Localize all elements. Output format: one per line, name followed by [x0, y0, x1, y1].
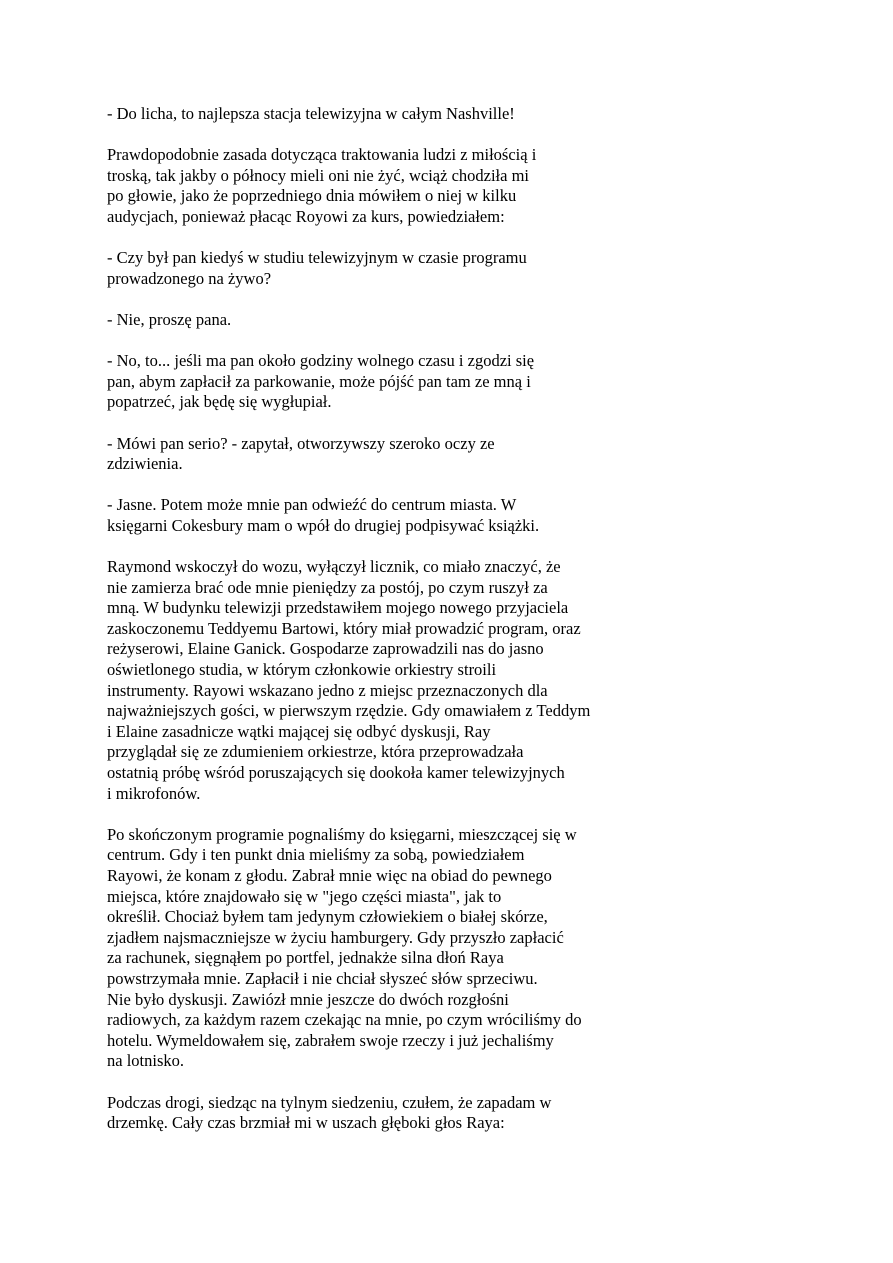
- paragraph: [107, 248, 667, 289]
- paragraph: [107, 104, 667, 125]
- text-line: hotelu. Wymeldowałem się, zabrałem swoje rzeczy i już jechaliśmy: [107, 1030, 554, 1050]
- text-line: zjadłem najsmaczniejsze w życiu hamburgery. Gdy przyszło zapłacić: [107, 927, 564, 947]
- text-line: Nie było dyskusji. Zawiózł mnie jeszcze do dwóch rozgłośni: [107, 989, 509, 1009]
- paragraph: [107, 1093, 667, 1134]
- text-line: - Mówi pan serio? - zapytał, otworzywszy szeroko oczy ze: [107, 433, 495, 453]
- paragraph: [107, 351, 667, 413]
- text-line: przyglądał się ze zdumieniem orkiestrze, która przeprowadzała: [107, 742, 524, 762]
- document-page: [107, 104, 667, 1154]
- text-line: mną. W budynku telewizji przedstawiłem mojego nowego przyjaciela: [107, 598, 569, 618]
- text-line: audycjach, ponieważ płacąc Royowi za kurs, powiedziałem:: [107, 206, 505, 226]
- text-line: - Nie, proszę pana.: [107, 309, 232, 329]
- text-line: Rayowi, że konam z głodu. Zabrał mnie więc na obiad do pewnego: [107, 865, 552, 885]
- text-line: zdziwienia.: [107, 454, 183, 474]
- text-line: najważniejszych gości, w pierwszym rzędzie. Gdy omawiałem z Teddym: [107, 701, 591, 721]
- text-line: drzemkę. Cały czas brzmiał mi w uszach głęboki głos Raya:: [107, 1113, 505, 1133]
- text-line: za rachunek, sięgnąłem po portfel, jednakże silna dłoń Raya: [107, 948, 504, 968]
- text-line: miejsca, które znajdowało się w "jego części miasta", jak to: [107, 886, 502, 906]
- paragraph: [107, 310, 667, 331]
- text-line: powstrzymała mnie. Zapłacił i nie chciał słyszeć słów sprzeciwu.: [107, 968, 538, 988]
- text-line: - No, to... jeśli ma pan około godziny wolnego czasu i zgodzi się: [107, 351, 535, 371]
- text-line: prowadzonego na żywo?: [107, 268, 272, 288]
- paragraph: [107, 557, 667, 804]
- text-line: radiowych, za każdym razem czekając na mnie, po czym wróciliśmy do: [107, 1010, 582, 1030]
- text-line: popatrzeć, jak będę się wygłupiał.: [107, 392, 332, 412]
- text-line: nie zamierza brać ode mnie pieniędzy za postój, po czym ruszył za: [107, 577, 548, 597]
- text-line: troską, tak jakby o północy mieli oni nie żyć, wciąż chodziła mi: [107, 165, 529, 185]
- paragraph: [107, 495, 667, 536]
- text-line: Raymond wskoczył do wozu, wyłączył licznik, co miało znaczyć, że: [107, 557, 561, 577]
- text-line: i Elaine zasadnicze wątki mającej się odbyć dyskusji, Ray: [107, 721, 491, 741]
- text-line: na lotnisko.: [107, 1051, 184, 1071]
- text-line: - Jasne. Potem może mnie pan odwieźć do centrum miasta. W: [107, 495, 517, 515]
- text-line: po głowie, jako że poprzedniego dnia mówiłem o niej w kilku: [107, 186, 517, 206]
- paragraph: [107, 145, 667, 227]
- text-line: Podczas drogi, siedząc na tylnym siedzeniu, czułem, że zapadam w: [107, 1092, 552, 1112]
- text-line: - Do licha, to najlepsza stacja telewizyjna w całym Nashville!: [107, 104, 515, 123]
- text-line: i mikrofonów.: [107, 783, 201, 803]
- paragraph: [107, 434, 667, 475]
- text-line: reżyserowi, Elaine Ganick. Gospodarze zaprowadzili nas do jasno: [107, 639, 544, 659]
- text-line: centrum. Gdy i ten punkt dnia mieliśmy za sobą, powiedziałem: [107, 845, 525, 865]
- text-line: Prawdopodobnie zasada dotycząca traktowania ludzi z miłością i: [107, 145, 537, 165]
- text-line: Po skończonym programie pognaliśmy do księgarni, mieszczącej się w: [107, 824, 577, 844]
- text-line: określił. Chociaż byłem tam jedynym człowiekiem o białej skórze,: [107, 907, 548, 927]
- text-line: pan, abym zapłacił za parkowanie, może pójść pan tam ze mną i: [107, 371, 531, 391]
- text-line: ostatnią próbę wśród poruszających się dookoła kamer telewizyjnych: [107, 763, 565, 782]
- text-line: - Czy był pan kiedyś w studiu telewizyjnym w czasie programu: [107, 248, 527, 268]
- text-line: księgarni Cokesbury mam o wpół do drugiej podpisywać książki.: [107, 515, 540, 535]
- text-line: zaskoczonemu Teddyemu Bartowi, który miał prowadzić program, oraz: [107, 618, 581, 638]
- text-line: instrumenty. Rayowi wskazano jedno z miejsc przeznaczonych dla: [107, 680, 548, 700]
- paragraph: [107, 825, 667, 1072]
- text-line: oświetlonego studia, w którym członkowie orkiestry stroili: [107, 660, 497, 680]
